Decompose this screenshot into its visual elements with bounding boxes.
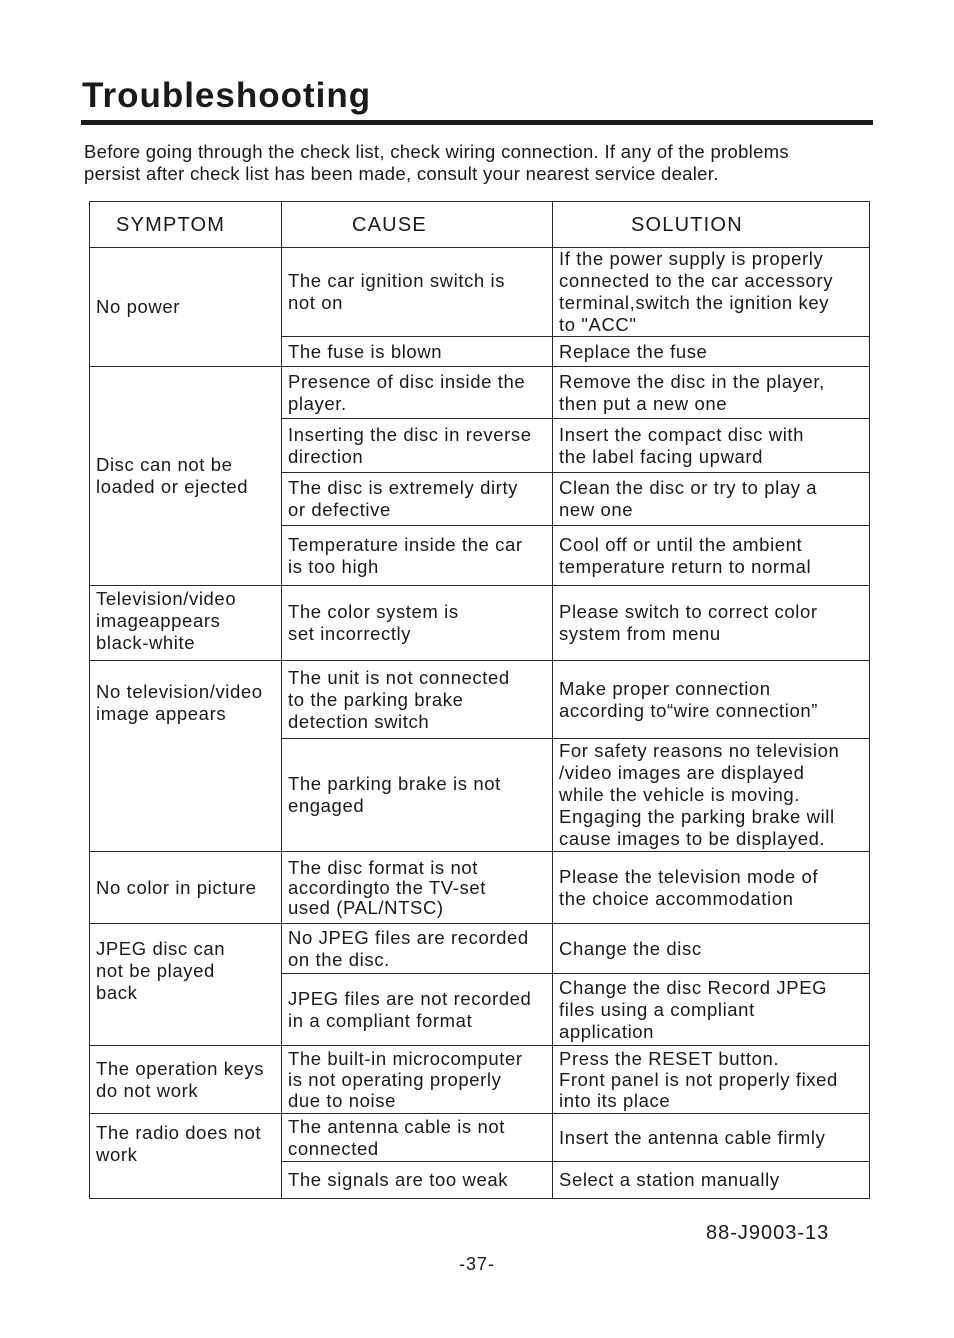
table-row <box>90 586 870 661</box>
solution-cell: Make proper connection according to“wire connection” <box>553 661 870 739</box>
model-code: 88-J9003-13 <box>706 1222 830 1244</box>
troubleshooting-table <box>89 201 870 1199</box>
solution-cell: Insert the compact disc with the label facing upward <box>553 419 870 473</box>
header-cause: CAUSE <box>282 202 553 248</box>
cause-cell: The color system is set incorrectly <box>282 586 553 661</box>
table-row <box>90 1114 870 1162</box>
cause-cell: The disc format is not accordingto the TV-set used (PAL/NTSC) <box>282 852 553 924</box>
solution-cell: Change the disc Record JPEG files using a compliant application <box>553 974 870 1046</box>
cause-cell: Inserting the disc in reverse direction <box>282 419 553 473</box>
solution-cell: Please switch to correct color system from menu <box>553 586 870 661</box>
page-title: Troubleshooting <box>82 76 372 115</box>
cause-cell: The fuse is blown <box>282 337 553 367</box>
cause-cell: The parking brake is not engaged <box>282 739 553 852</box>
intro-paragraph <box>84 141 884 185</box>
symptom-cell: No power <box>90 248 282 367</box>
cause-cell: The antenna cable is not connected <box>282 1114 553 1162</box>
cause-cell: The disc is extremely dirty or defective <box>282 473 553 526</box>
cause-cell: Temperature inside the car is too high <box>282 526 553 586</box>
solution-cell: Clean the disc or try to play a new one <box>553 473 870 526</box>
intro-line-2: persist after check list has been made, consult your nearest service dealer. <box>84 163 719 184</box>
symptom-cell: No color in picture <box>90 852 282 924</box>
page-number: -37- <box>458 1254 495 1274</box>
table-row <box>90 248 870 337</box>
table-row <box>90 661 870 739</box>
solution-cell: Insert the antenna cable firmly <box>553 1114 870 1162</box>
cause-cell: Presence of disc inside the player. <box>282 367 553 419</box>
cause-cell: The car ignition switch is not on <box>282 248 553 337</box>
table-row <box>90 1046 870 1114</box>
symptom-cell: The radio does not work <box>90 1114 282 1199</box>
solution-cell: If the power supply is properly connected to the car accessory terminal,switch the ignition key to "ACC" <box>553 248 870 337</box>
symptom-cell: No television/video image appears <box>90 661 282 852</box>
symptom-cell: The operation keys do not work <box>90 1046 282 1114</box>
cause-cell: JPEG files are not recorded in a compliant format <box>282 974 553 1046</box>
cause-cell: The signals are too weak <box>282 1162 553 1199</box>
solution-cell: Cool off or until the ambient temperature return to normal <box>553 526 870 586</box>
cause-cell: The built-in microcomputer is not operating properly due to noise <box>282 1046 553 1114</box>
table-row <box>90 852 870 924</box>
table-row <box>90 924 870 974</box>
table-header-row <box>90 202 870 248</box>
symptom-cell: JPEG disc can not be played back <box>90 924 282 1046</box>
solution-cell: For safety reasons no television /video images are displayed while the vehicle is moving. Engaging the parking brake will cause images to be displayed. <box>553 739 870 852</box>
header-solution: SOLUTION <box>553 202 870 248</box>
solution-cell: Change the disc <box>553 924 870 974</box>
solution-cell: Replace the fuse <box>553 337 870 367</box>
title-rule <box>81 120 873 125</box>
solution-cell: Select a station manually <box>553 1162 870 1199</box>
symptom-cell: Television/video imageappears black-white <box>90 586 282 661</box>
intro-line-1: Before going through the check list, check wiring connection. If any of the problems <box>84 141 789 162</box>
solution-cell: Remove the disc in the player, then put a new one <box>553 367 870 419</box>
cause-cell: No JPEG files are recorded on the disc. <box>282 924 553 974</box>
table-row <box>90 367 870 419</box>
solution-cell: Press the RESET button. Front panel is not properly fixed into its place <box>553 1046 870 1114</box>
header-symptom: SYMPTOM <box>90 202 282 248</box>
cause-cell: The unit is not connected to the parking brake detection switch <box>282 661 553 739</box>
solution-cell: Please the television mode of the choice accommodation <box>553 852 870 924</box>
symptom-cell: Disc can not be loaded or ejected <box>90 367 282 586</box>
